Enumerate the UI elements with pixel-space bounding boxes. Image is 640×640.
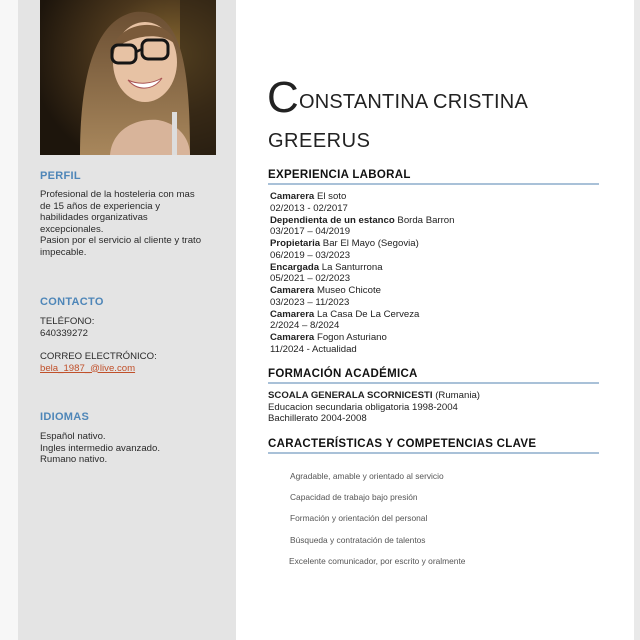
- skill-item: Excelente comunicador, por escrito y oralmente: [289, 555, 466, 566]
- language-line: Ingles intermedio avanzado.: [40, 442, 160, 454]
- job-place: La Santurrona: [321, 261, 383, 273]
- name-initial: C: [267, 73, 299, 122]
- skill-item: Búsqueda y contratación de talentos: [290, 534, 426, 545]
- language-line: Español nativo.: [40, 431, 106, 442]
- job-dates: 11/2024 - Actualidad: [270, 343, 357, 355]
- idiomas-heading: IDIOMAS: [40, 411, 90, 423]
- page-right-edge: [634, 0, 640, 640]
- job-role: Encargada: [270, 261, 320, 273]
- job-place: Bar El Mayo (Segovia): [322, 238, 419, 249]
- experience-item: [270, 191, 454, 215]
- school-location: (Rumania): [435, 390, 480, 401]
- job-role: Camarera: [270, 332, 315, 343]
- job-dates: 03/2017 – 04/2019: [270, 226, 351, 238]
- skill-item: Formación y orientación del personal: [290, 513, 428, 524]
- job-dates: 05/2021 – 02/2023: [270, 273, 351, 285]
- experience-item: [270, 285, 454, 309]
- perfil-line: impecable.: [40, 246, 87, 258]
- email-block: [40, 351, 225, 374]
- job-role: Propietaria: [270, 238, 321, 249]
- job-role: Camarera: [270, 191, 315, 202]
- job-place: Museo Chicote: [316, 285, 381, 296]
- page-left-edge: [0, 0, 18, 640]
- experience-list: [270, 191, 454, 356]
- language-line: Rumano nativo.: [40, 454, 108, 466]
- job-role: Camarera: [270, 308, 315, 320]
- phone-number: 640339272: [40, 327, 89, 339]
- job-role: Camarera: [270, 285, 315, 296]
- email-label: CORREO ELECTRÓNICO:: [40, 351, 157, 362]
- job-dates: 2/2024 – 8/2024: [270, 320, 340, 332]
- perfil-line: Profesional de la hosteleria con mas: [40, 189, 195, 200]
- experience-item: [270, 309, 454, 333]
- contacto-heading: CONTACTO: [40, 296, 104, 308]
- experience-item: [270, 262, 454, 286]
- education-heading: FORMACIÓN ACADÉMICA: [268, 368, 599, 384]
- perfil-text: [40, 189, 225, 259]
- education-line: Educacion secundaria obligatoria 1998-2004: [268, 401, 458, 413]
- skills-list: [290, 471, 465, 577]
- profile-photo: [40, 0, 216, 155]
- job-place: La Casa De La Cerveza: [316, 308, 420, 320]
- name-first: ONSTANTINA CRISTINA: [298, 91, 528, 113]
- job-place: Borda Barron: [397, 214, 455, 226]
- surname-heading: GREERUS: [268, 130, 371, 152]
- perfil-line: Pasion por el servicio al cliente y trato: [40, 235, 202, 247]
- experience-heading: EXPERIENCIA LABORAL: [268, 169, 599, 185]
- job-dates: 02/2013 - 02/2017: [270, 202, 348, 214]
- phone-label: TELÉFONO:: [40, 316, 95, 327]
- job-place: Fogon Asturiano: [316, 332, 387, 343]
- skill-item: Agradable, amable y orientado al servicio: [290, 471, 444, 481]
- skill-item: Capacidad de trabajo bajo presión: [290, 492, 418, 503]
- perfil-line: de 15 años de experiencia y: [40, 200, 161, 212]
- experience-item: [270, 238, 454, 262]
- perfil-line: habilidades organizativas: [40, 212, 148, 224]
- job-dates: 03/2023 – 11/2023: [270, 296, 350, 308]
- job-place: El soto: [316, 191, 347, 202]
- education-line: Bachillerato 2004-2008: [268, 413, 367, 425]
- job-dates: 06/2019 – 03/2023: [270, 249, 351, 261]
- email-link[interactable]: bela_1987_@live.com: [40, 362, 136, 374]
- skills-heading: CARACTERÍSTICAS Y COMPETENCIAS CLAVE: [268, 438, 599, 454]
- idiomas-text: [40, 431, 225, 466]
- profile-photo-illustration: [40, 0, 216, 155]
- job-role: Dependienta de un estanco: [270, 214, 395, 226]
- perfil-heading: PERFIL: [40, 170, 81, 182]
- name-heading: [267, 73, 528, 122]
- education-block: [268, 390, 480, 425]
- school-name: SCOALA GENERALA SCORNICESTI: [268, 390, 433, 401]
- experience-item: [270, 215, 454, 239]
- contact-block: [40, 316, 225, 339]
- experience-item: [270, 332, 454, 356]
- perfil-line: excepcionales.: [40, 223, 104, 235]
